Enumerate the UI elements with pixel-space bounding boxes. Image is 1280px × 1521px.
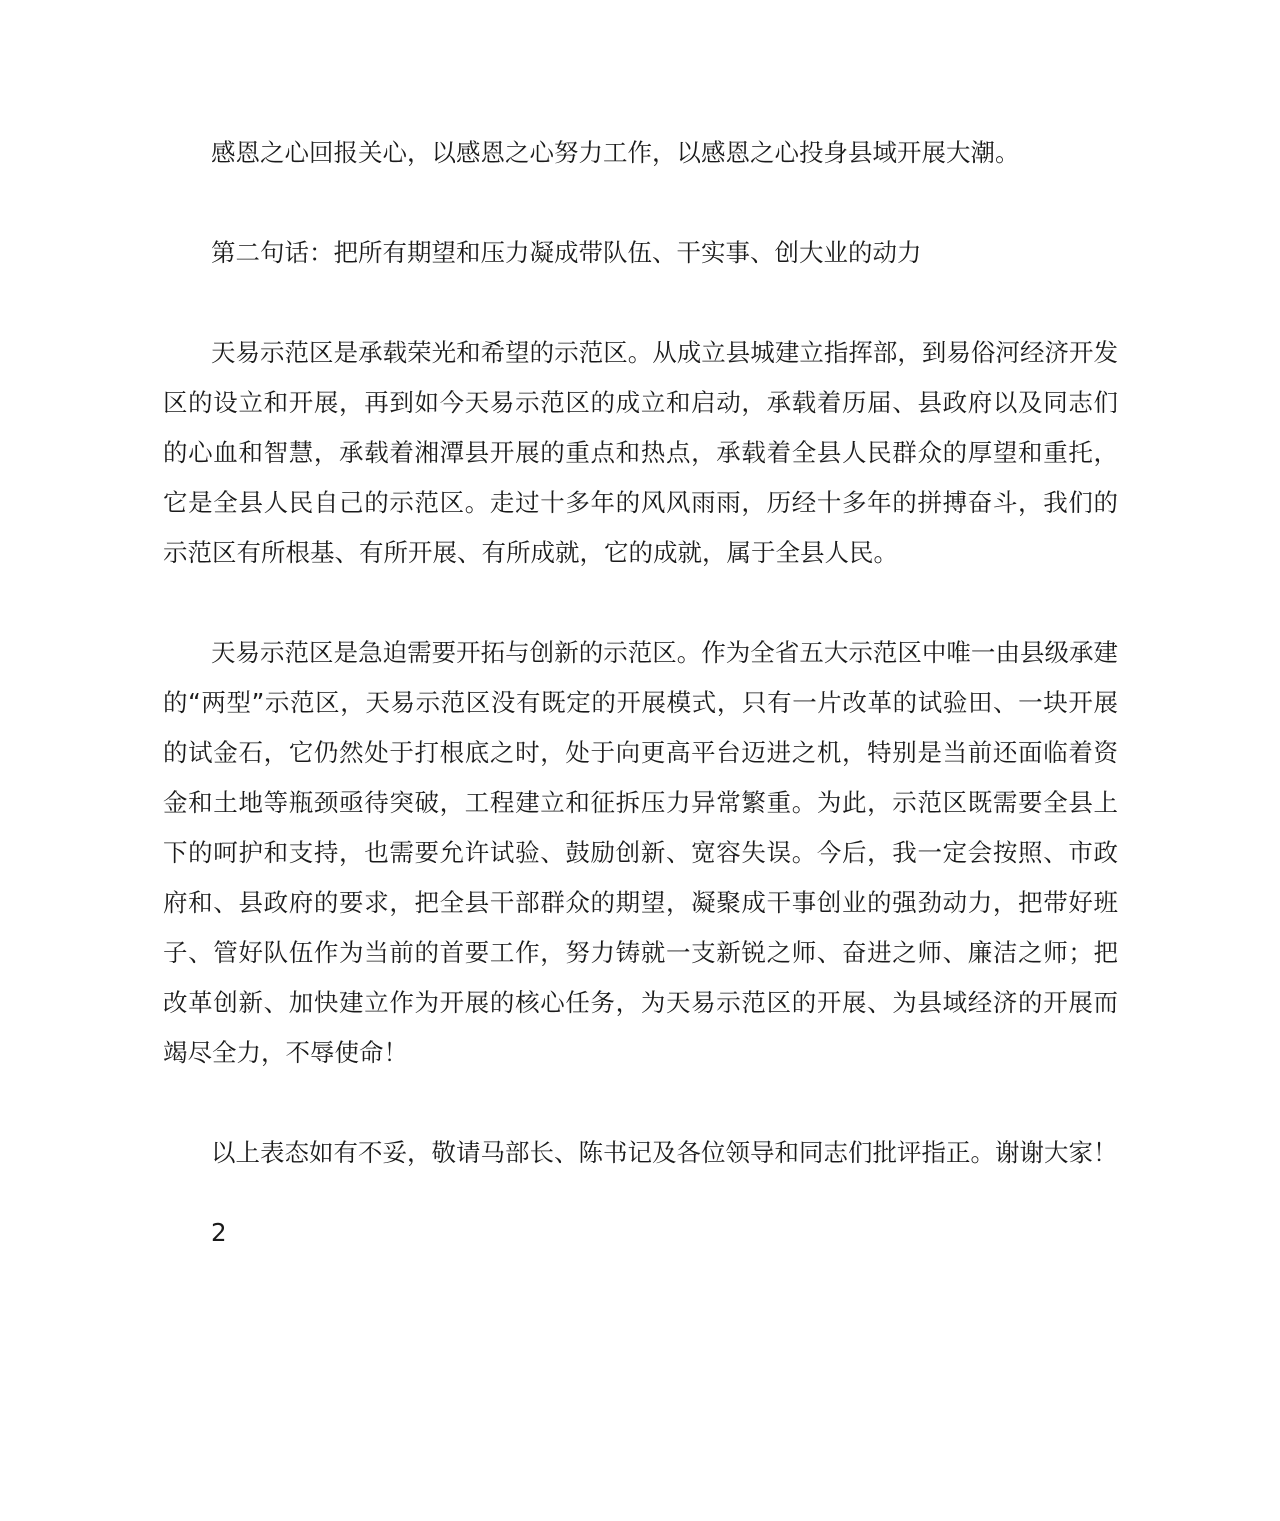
page-number: 2 xyxy=(211,1218,227,1247)
paragraph-gap xyxy=(163,278,1118,328)
paragraph-closing-line: 感恩之心回报关心，以感恩之心努力工作，以感恩之心投身县域开展大潮。 xyxy=(211,138,1020,167)
document-body xyxy=(163,128,1118,1178)
paragraph-gap xyxy=(163,578,1118,628)
paragraph-glory-and-hope: 天易示范区是承载荣光和希望的示范区。从成立县城建立指挥部，到易俗河经济开发区的设立和开展，再到如今天易示范区的成立和启动，承载着历届、县政府以及同志们的心血和智慧，承载着湘潭县开展的重点和热点，承载着全县人民群众的厚望和重托，它是全县人民自己的示范区。走过十多年的风风雨雨，历经十多年的拼搏奋斗，我们的示范区有所根基、有所开展、有所成就，它的成就，属于全县人民。 xyxy=(163,338,1118,567)
section-heading-second-point: 第二句话：把所有期望和压力凝成带队伍、干实事、创大业的动力 xyxy=(211,238,922,267)
paragraph-gap xyxy=(163,1078,1118,1128)
paragraph-thanks: 以上表态如有不妥，敬请马部长、陈书记及各位领导和同志们批评指正。谢谢大家！ xyxy=(211,1138,1118,1167)
paragraph-innovation: 天易示范区是急迫需要开拓与创新的示范区。作为全省五大示范区中唯一由县级承建的“两型”示范区，天易示范区没有既定的开展模式，只有一片改革的试验田、一块开展的试金石，它仍然处于打根底之时，处于向更高平台迈进之机，特别是当前还面临着资金和土地等瓶颈亟待突破，工程建立和征拆压力异常繁重。为此，示范区既需要全县上下的呵护和支持，也需要允许试验、鼓励创新、宽容失误。今后，我一定会按照、市政府和、县政府的要求，把全县干部群众的期望，凝聚成干事创业的强劲动力，把带好班子、管好队伍作为当前的首要工作，努力铸就一支新锐之师、奋进之师、廉洁之师；把改革创新、加快建立作为开展的核心任务，为天易示范区的开展、为县域经济的开展而竭尽全力，不辱使命！ xyxy=(163,638,1118,1067)
paragraph-gap xyxy=(163,178,1118,228)
